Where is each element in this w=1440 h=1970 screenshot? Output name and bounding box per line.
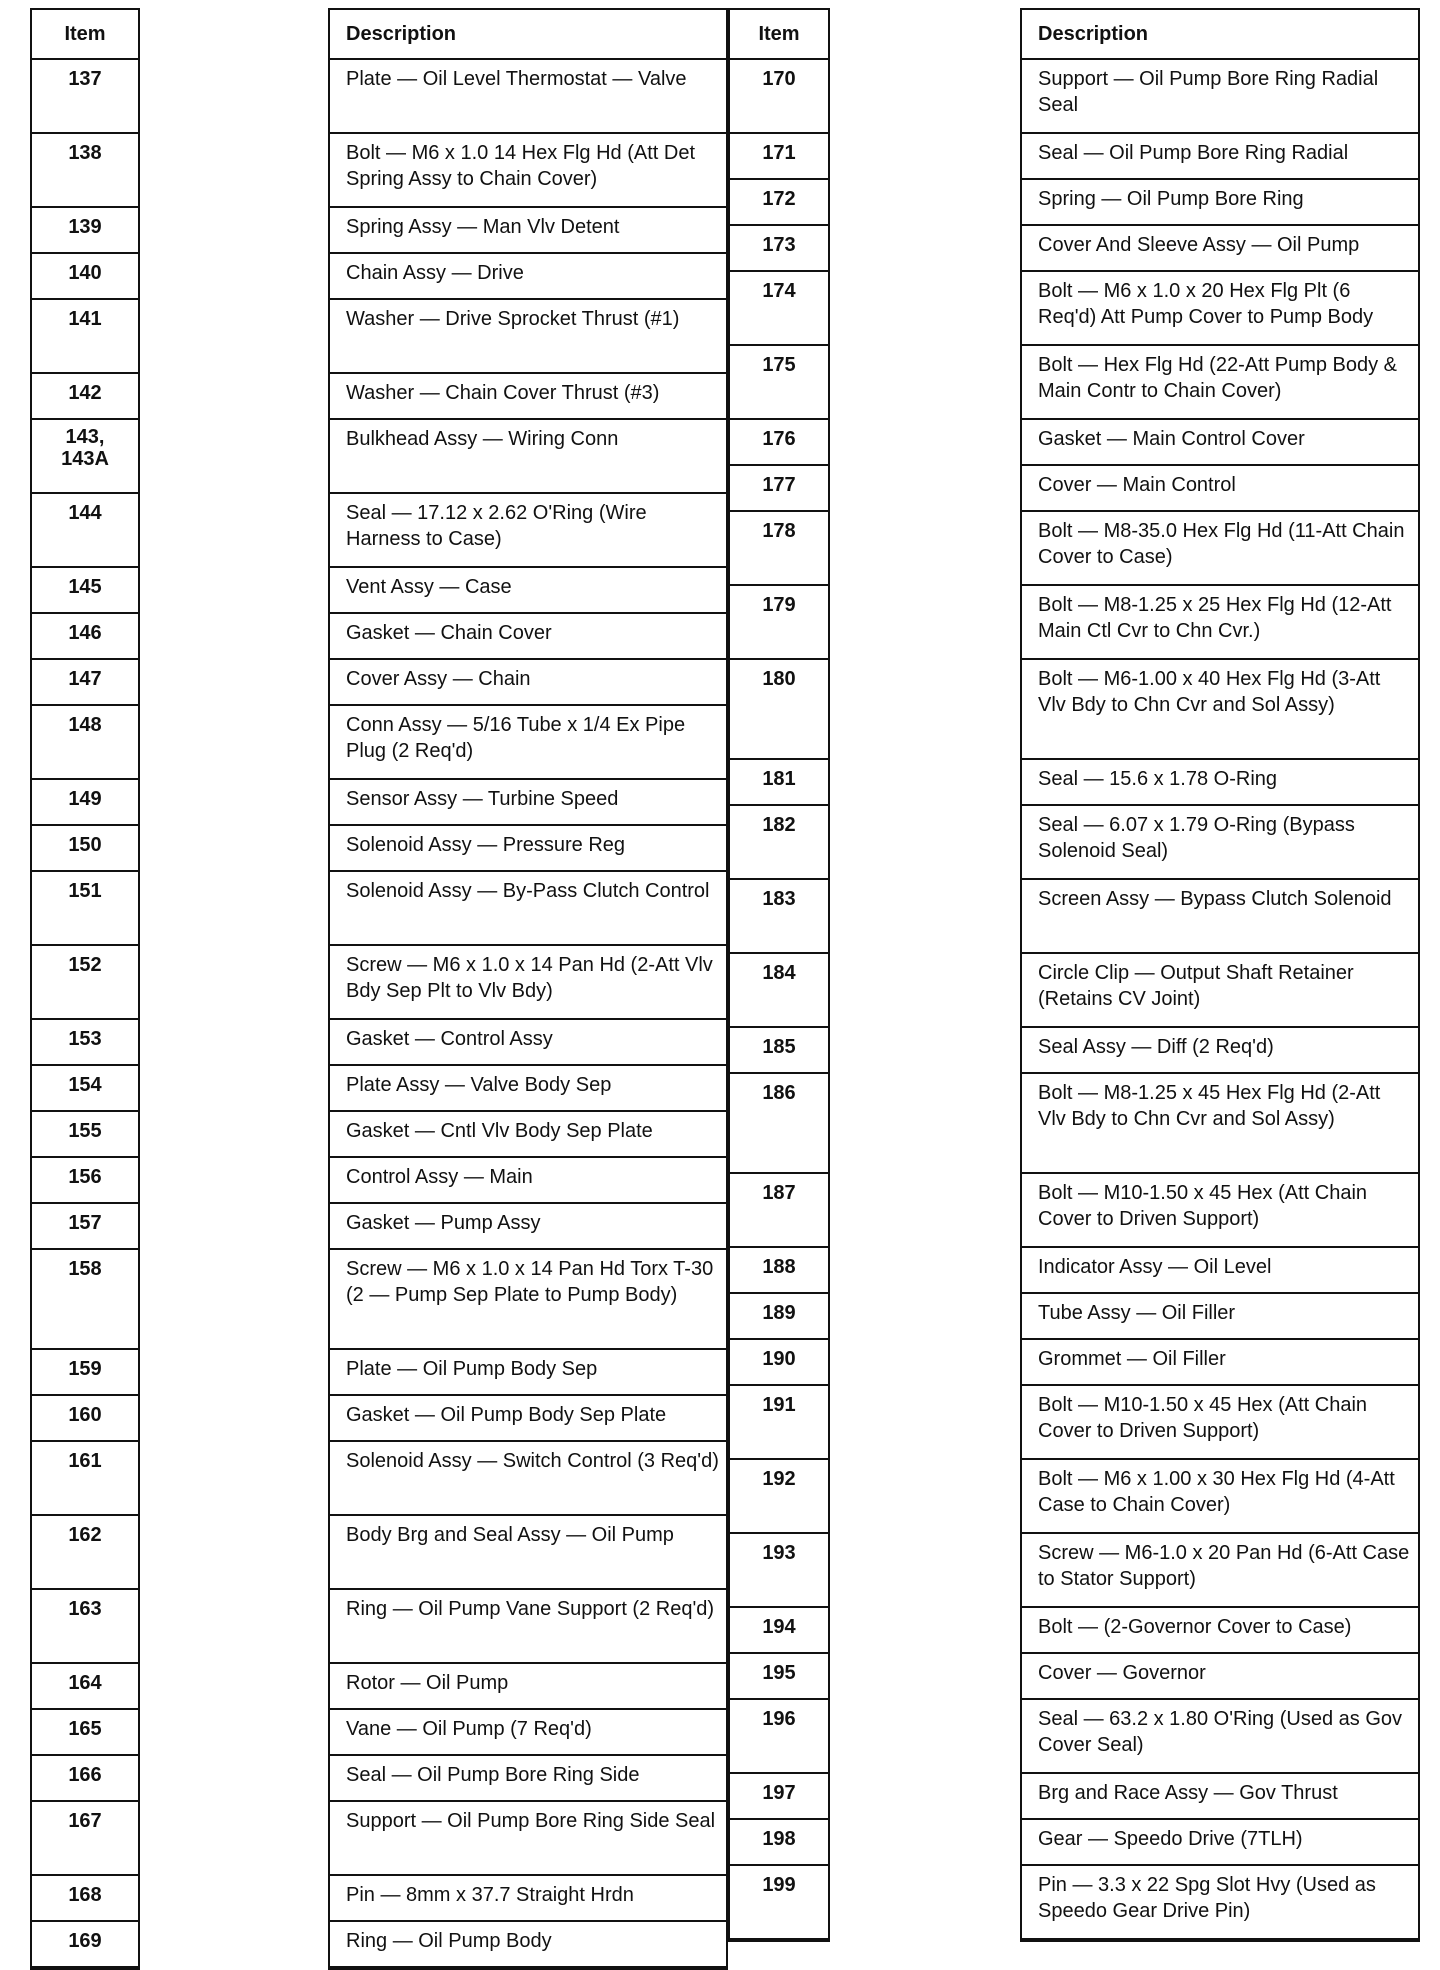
item-number-cell: 142 bbox=[32, 374, 138, 420]
item-number-cell: 137 bbox=[32, 60, 138, 134]
description-cell: Grommet — Oil Filler bbox=[1022, 1340, 1418, 1386]
description-cell: Gasket — Main Control Cover bbox=[1022, 420, 1418, 466]
item-number-cell: 169 bbox=[32, 1922, 138, 1968]
description-cell: Brg and Race Assy — Gov Thrust bbox=[1022, 1774, 1418, 1820]
description-cell: Spring — Oil Pump Bore Ring bbox=[1022, 180, 1418, 226]
item-number-cell: 141 bbox=[32, 300, 138, 374]
item-number-cell: 181 bbox=[730, 760, 828, 806]
item-number-cell: 162 bbox=[32, 1516, 138, 1590]
item-number-cell: 174 bbox=[730, 272, 828, 346]
left-item-column bbox=[30, 8, 140, 1970]
item-number-cell: 144 bbox=[32, 494, 138, 568]
description-cell: Bulkhead Assy — Wiring Conn bbox=[330, 420, 726, 494]
item-number-cell: 140 bbox=[32, 254, 138, 300]
description-cell: Bolt — M6-1.00 x 40 Hex Flg Hd (3-Att Vlv Bdy to Chn Cvr and Sol Assy) bbox=[1022, 660, 1418, 760]
description-cell: Conn Assy — 5/16 Tube x 1/4 Ex Pipe Plug (2 Req'd) bbox=[330, 706, 726, 780]
description-cell: Seal — 17.12 x 2.62 O'Ring (Wire Harness to Case) bbox=[330, 494, 726, 568]
description-cell: Cover — Governor bbox=[1022, 1654, 1418, 1700]
item-number-cell: 194 bbox=[730, 1608, 828, 1654]
description-cell: Tube Assy — Oil Filler bbox=[1022, 1294, 1418, 1340]
description-cell: Body Brg and Seal Assy — Oil Pump bbox=[330, 1516, 726, 1590]
item-number-cell: 143, 143A bbox=[32, 420, 138, 494]
description-cell: Seal — Oil Pump Bore Ring Side bbox=[330, 1756, 726, 1802]
item-number-cell: 198 bbox=[730, 1820, 828, 1866]
item-number-cell: 153 bbox=[32, 1020, 138, 1066]
description-cell: Plate Assy — Valve Body Sep bbox=[330, 1066, 726, 1112]
item-number-cell: 147 bbox=[32, 660, 138, 706]
description-cell: Circle Clip — Output Shaft Retainer (Retains CV Joint) bbox=[1022, 954, 1418, 1028]
description-cell: Gasket — Chain Cover bbox=[330, 614, 726, 660]
description-cell: Bolt — M6 x 1.00 x 30 Hex Flg Hd (4-Att Case to Chain Cover) bbox=[1022, 1460, 1418, 1534]
item-number-cell: 163 bbox=[32, 1590, 138, 1664]
item-number-cell: 158 bbox=[32, 1250, 138, 1350]
item-number-cell: 160 bbox=[32, 1396, 138, 1442]
item-number-cell: 145 bbox=[32, 568, 138, 614]
item-number-cell: 182 bbox=[730, 806, 828, 880]
item-number-cell: 149 bbox=[32, 780, 138, 826]
description-cell: Ring — Oil Pump Vane Support (2 Req'd) bbox=[330, 1590, 726, 1664]
item-number-cell: 161 bbox=[32, 1442, 138, 1516]
description-cell: Vent Assy — Case bbox=[330, 568, 726, 614]
item-number-cell: 157 bbox=[32, 1204, 138, 1250]
description-cell: Washer — Chain Cover Thrust (#3) bbox=[330, 374, 726, 420]
item-number-cell: 179 bbox=[730, 586, 828, 660]
description-cell: Gasket — Pump Assy bbox=[330, 1204, 726, 1250]
item-number-cell: 178 bbox=[730, 512, 828, 586]
description-cell: Screen Assy — Bypass Clutch Solenoid bbox=[1022, 880, 1418, 954]
item-number-cell: 199 bbox=[730, 1866, 828, 1940]
description-cell: Sensor Assy — Turbine Speed bbox=[330, 780, 726, 826]
item-number-cell: 189 bbox=[730, 1294, 828, 1340]
item-number-cell: 177 bbox=[730, 466, 828, 512]
description-cell: Bolt — M6 x 1.0 14 Hex Flg Hd (Att Det Spring Assy to Chain Cover) bbox=[330, 134, 726, 208]
item-number-cell: 152 bbox=[32, 946, 138, 1020]
item-number-cell: 171 bbox=[730, 134, 828, 180]
description-cell: Washer — Drive Sprocket Thrust (#1) bbox=[330, 300, 726, 374]
item-number-cell: 184 bbox=[730, 954, 828, 1028]
item-number-cell: 175 bbox=[730, 346, 828, 420]
item-number-cell: 150 bbox=[32, 826, 138, 872]
item-number-cell: 168 bbox=[32, 1876, 138, 1922]
description-cell: Bolt — M10-1.50 x 45 Hex (Att Chain Cover to Driven Support) bbox=[1022, 1386, 1418, 1460]
description-cell: Screw — M6-1.0 x 20 Pan Hd (6-Att Case to Stator Support) bbox=[1022, 1534, 1418, 1608]
item-number-cell: 190 bbox=[730, 1340, 828, 1386]
description-cell: Solenoid Assy — Switch Control (3 Req'd) bbox=[330, 1442, 726, 1516]
item-number-cell: 156 bbox=[32, 1158, 138, 1204]
item-number-cell: 192 bbox=[730, 1460, 828, 1534]
item-number-cell: 173 bbox=[730, 226, 828, 272]
right-description-column bbox=[1020, 8, 1420, 1942]
description-cell: Bolt — M10-1.50 x 45 Hex (Att Chain Cover to Driven Support) bbox=[1022, 1174, 1418, 1248]
description-header: Description bbox=[330, 10, 726, 60]
description-header: Description bbox=[1022, 10, 1418, 60]
item-number-cell: 154 bbox=[32, 1066, 138, 1112]
item-header: Item bbox=[730, 10, 828, 60]
item-number-cell: 176 bbox=[730, 420, 828, 466]
item-number-cell: 197 bbox=[730, 1774, 828, 1820]
item-number-cell: 170 bbox=[730, 60, 828, 134]
description-cell: Seal — 15.6 x 1.78 O-Ring bbox=[1022, 760, 1418, 806]
item-number-cell: 180 bbox=[730, 660, 828, 760]
item-number-cell: 146 bbox=[32, 614, 138, 660]
description-cell: Gasket — Oil Pump Body Sep Plate bbox=[330, 1396, 726, 1442]
description-cell: Gasket — Control Assy bbox=[330, 1020, 726, 1066]
item-number-cell: 185 bbox=[730, 1028, 828, 1074]
description-cell: Indicator Assy — Oil Level bbox=[1022, 1248, 1418, 1294]
description-cell: Seal — Oil Pump Bore Ring Radial bbox=[1022, 134, 1418, 180]
item-number-cell: 138 bbox=[32, 134, 138, 208]
description-cell: Ring — Oil Pump Body bbox=[330, 1922, 726, 1968]
item-number-cell: 165 bbox=[32, 1710, 138, 1756]
description-cell: Bolt — M8-1.25 x 45 Hex Flg Hd (2-Att Vlv Bdy to Chn Cvr and Sol Assy) bbox=[1022, 1074, 1418, 1174]
item-number-cell: 151 bbox=[32, 872, 138, 946]
item-number-cell: 159 bbox=[32, 1350, 138, 1396]
item-number-cell: 195 bbox=[730, 1654, 828, 1700]
description-cell: Pin — 8mm x 37.7 Straight Hrdn bbox=[330, 1876, 726, 1922]
description-cell: Support — Oil Pump Bore Ring Side Seal bbox=[330, 1802, 726, 1876]
item-number-cell: 187 bbox=[730, 1174, 828, 1248]
description-cell: Bolt — M6 x 1.0 x 20 Hex Flg Plt (6 Req'd) Att Pump Cover to Pump Body bbox=[1022, 272, 1418, 346]
item-number-cell: 191 bbox=[730, 1386, 828, 1460]
item-number-cell: 196 bbox=[730, 1700, 828, 1774]
description-cell: Bolt — Hex Flg Hd (22-Att Pump Body & Main Contr to Chain Cover) bbox=[1022, 346, 1418, 420]
item-number-cell: 139 bbox=[32, 208, 138, 254]
description-cell: Chain Assy — Drive bbox=[330, 254, 726, 300]
description-cell: Bolt — M8-35.0 Hex Flg Hd (11-Att Chain Cover to Case) bbox=[1022, 512, 1418, 586]
description-cell: Gear — Speedo Drive (7TLH) bbox=[1022, 1820, 1418, 1866]
right-item-column bbox=[728, 8, 830, 1942]
description-cell: Bolt — (2-Governor Cover to Case) bbox=[1022, 1608, 1418, 1654]
description-cell: Seal — 6.07 x 1.79 O-Ring (Bypass Solenoid Seal) bbox=[1022, 806, 1418, 880]
description-cell: Cover — Main Control bbox=[1022, 466, 1418, 512]
description-cell: Plate — Oil Level Thermostat — Valve bbox=[330, 60, 726, 134]
description-cell: Solenoid Assy — By-Pass Clutch Control bbox=[330, 872, 726, 946]
item-number-cell: 172 bbox=[730, 180, 828, 226]
description-cell: Spring Assy — Man Vlv Detent bbox=[330, 208, 726, 254]
description-cell: Support — Oil Pump Bore Ring Radial Seal bbox=[1022, 60, 1418, 134]
item-number-cell: 167 bbox=[32, 1802, 138, 1876]
description-cell: Plate — Oil Pump Body Sep bbox=[330, 1350, 726, 1396]
item-number-cell: 188 bbox=[730, 1248, 828, 1294]
description-cell: Seal Assy — Diff (2 Req'd) bbox=[1022, 1028, 1418, 1074]
description-cell: Seal — 63.2 x 1.80 O'Ring (Used as Gov Cover Seal) bbox=[1022, 1700, 1418, 1774]
description-cell: Solenoid Assy — Pressure Reg bbox=[330, 826, 726, 872]
description-cell: Screw — M6 x 1.0 x 14 Pan Hd (2-Att Vlv Bdy Sep Plt to Vlv Bdy) bbox=[330, 946, 726, 1020]
item-number-cell: 148 bbox=[32, 706, 138, 780]
item-number-cell: 193 bbox=[730, 1534, 828, 1608]
description-cell: Cover Assy — Chain bbox=[330, 660, 726, 706]
item-number-cell: 164 bbox=[32, 1664, 138, 1710]
item-number-cell: 155 bbox=[32, 1112, 138, 1158]
description-cell: Vane — Oil Pump (7 Req'd) bbox=[330, 1710, 726, 1756]
description-cell: Gasket — Cntl Vlv Body Sep Plate bbox=[330, 1112, 726, 1158]
description-cell: Cover And Sleeve Assy — Oil Pump bbox=[1022, 226, 1418, 272]
description-cell: Rotor — Oil Pump bbox=[330, 1664, 726, 1710]
description-cell: Screw — M6 x 1.0 x 14 Pan Hd Torx T-30 (2 — Pump Sep Plate to Pump Body) bbox=[330, 1250, 726, 1350]
item-header: Item bbox=[32, 10, 138, 60]
description-cell: Bolt — M8-1.25 x 25 Hex Flg Hd (12-Att Main Ctl Cvr to Chn Cvr.) bbox=[1022, 586, 1418, 660]
item-number-cell: 166 bbox=[32, 1756, 138, 1802]
item-number-cell: 186 bbox=[730, 1074, 828, 1174]
description-cell: Control Assy — Main bbox=[330, 1158, 726, 1204]
item-number-cell: 183 bbox=[730, 880, 828, 954]
description-cell: Pin — 3.3 x 22 Spg Slot Hvy (Used as Speedo Gear Drive Pin) bbox=[1022, 1866, 1418, 1940]
left-description-column bbox=[328, 8, 728, 1970]
